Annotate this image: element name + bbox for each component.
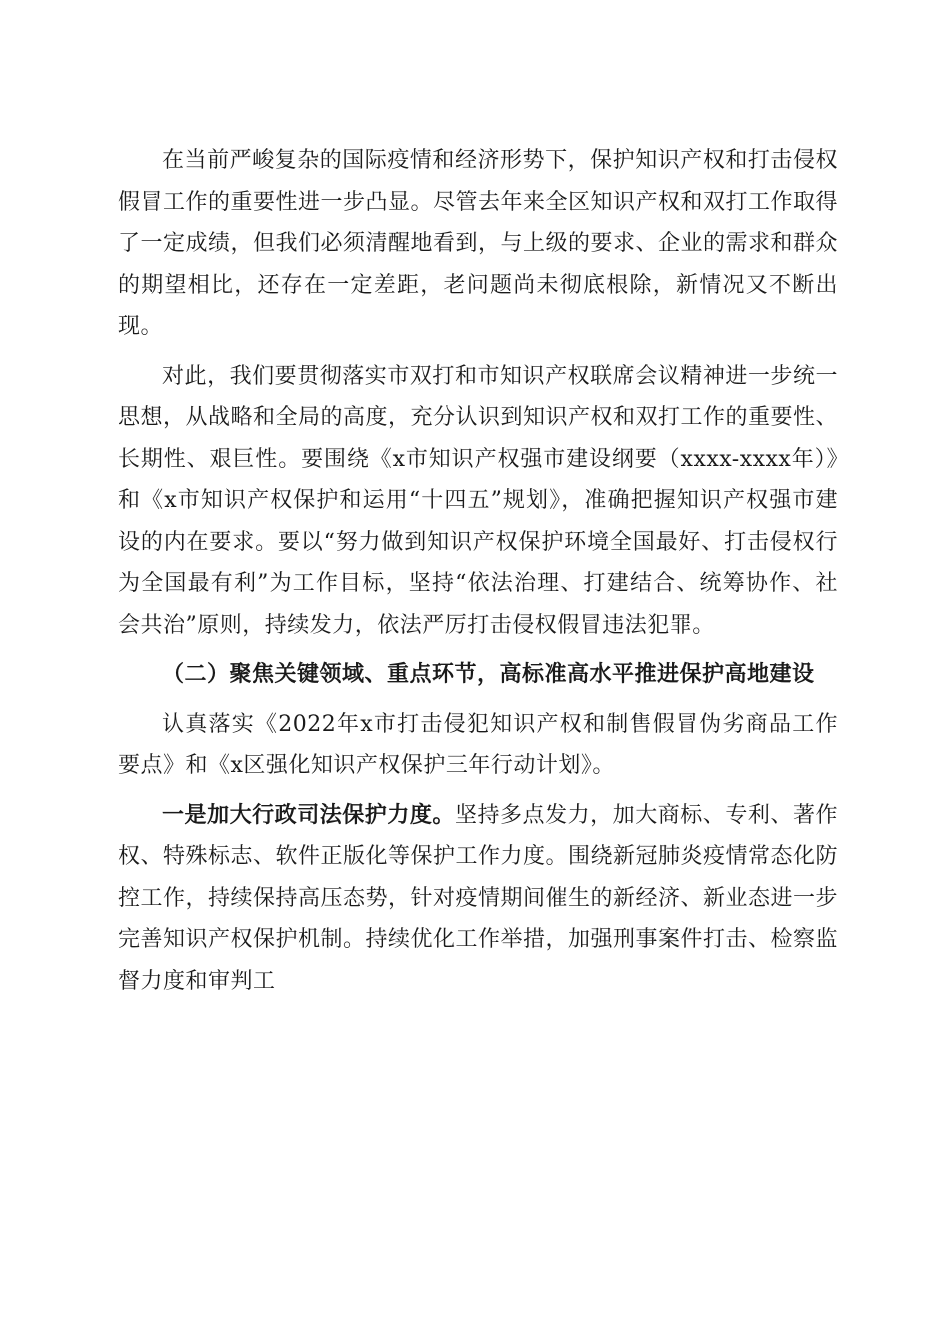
paragraph-response: 对此，我们要贯彻落实市双打和市知识产权联席会议精神进一步统一思想，从战略和全局的高度，充分认识到知识产权和双打工作的重要性、长期性、艰巨性。要围绕《x市知识产权强市建设纲要（xxxx-xxxx年）》和《x市知识产权保护和运用“十四五”规划》，准确把握知识产权强市建设的内在要求。要以“努力做到知识产权保护环境全国最好、打击侵权行为全国最有利”为工作目标，坚持“依法治理、打建结合、统筹协作、社会共治”原则，持续发力，依法严厉打击侵权假冒违法犯罪。 bbox=[118, 363, 839, 638]
point-one-body: 坚持多点发力，加大商标、专利、著作权、特殊标志、软件正版化等保护工作力度。围绕新冠肺炎疫情常态化防控工作，持续保持高压态势，针对疫情期间催生的新经济、新业态进一步完善知识产权保护机制。持续优化工作举措，加强刑事案件打击、检察监督力度和审判工 bbox=[118, 802, 839, 994]
point-one-lead: 一是加大行政司法保护力度。 bbox=[162, 801, 455, 828]
paragraph-point-one bbox=[118, 795, 838, 1003]
section-heading-2: （二）聚焦关键领域、重点环节，高标准高水平推进保护高地建设 bbox=[162, 661, 815, 687]
paragraph-implementation: 认真落实《2022年x市打击侵犯知识产权和制售假冒伪劣商品工作要点》和《x区强化知识产权保护三年行动计划》。 bbox=[118, 711, 838, 778]
paragraph-situation: 在当前严峻复杂的国际疫情和经济形势下，保护知识产权和打击侵权假冒工作的重要性进一步凸显。尽管去年来全区知识产权和双打工作取得了一定成绩，但我们必须清醒地看到，与上级的要求、企业的需求和群众的期望相比，还存在一定差距，老问题尚未彻底根除，新情况又不断出现。 bbox=[118, 148, 839, 339]
document-page bbox=[118, 140, 838, 1002]
